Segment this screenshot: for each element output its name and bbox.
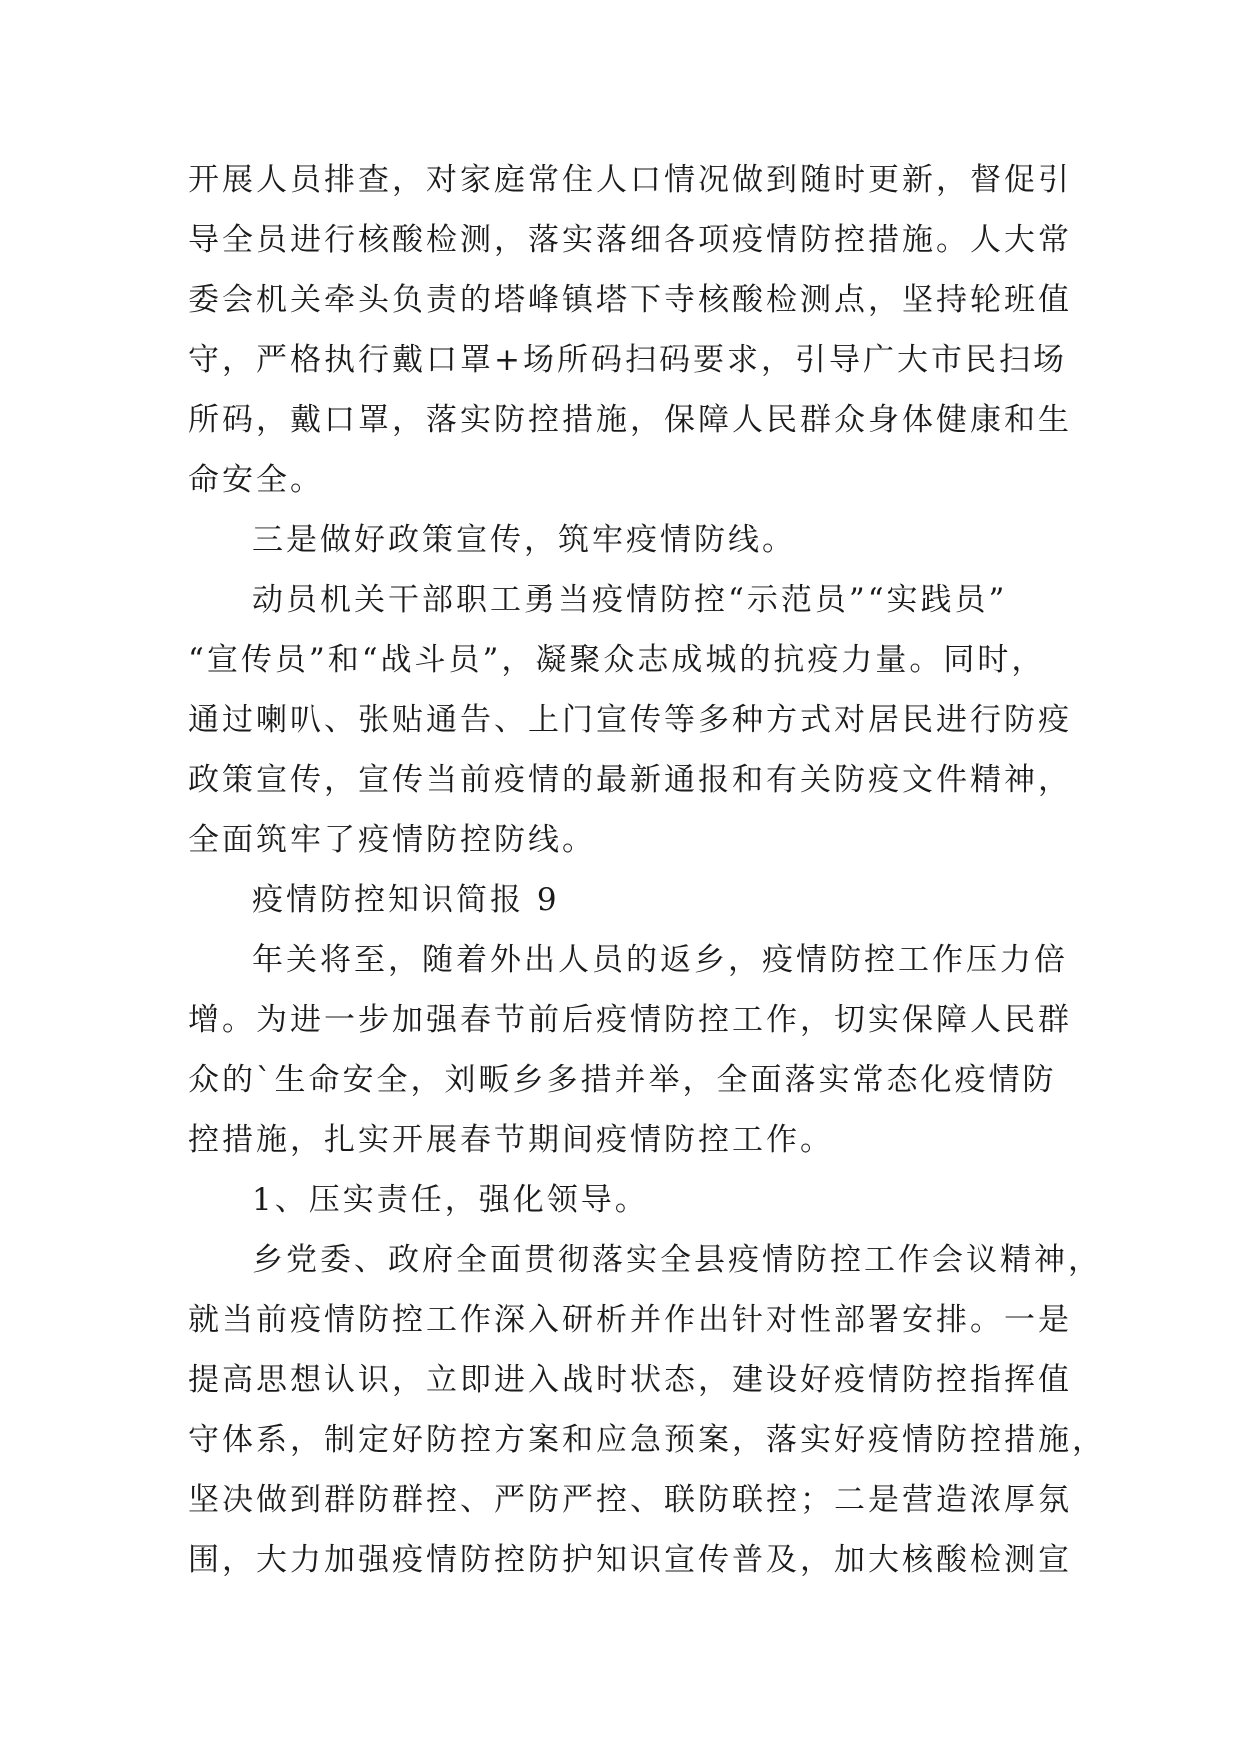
text-line: 乡党委、政府全面贯彻落实全县疫情防控工作会议精神， (252, 1242, 1102, 1278)
text-line: 围，大力加强疫情防控防护知识宣传普及，加大核酸检测宣 (188, 1542, 1072, 1578)
text-line: 命安全。 (188, 462, 324, 498)
text-line: 众的`生命安全，刘畈乡多措并举，全面落实常态化疫情防 (188, 1062, 1057, 1098)
text-line: 动员机关干部职工勇当疫情防控“示范员”“实践员” (252, 582, 1008, 618)
document-body (188, 150, 1106, 1590)
text-line: 守体系，制定好防控方案和应急预案，落实好疫情防控措施， (188, 1422, 1106, 1458)
document-title: 疫情防控知识简报 9 (252, 882, 560, 918)
section-heading: 三是做好政策宣传，筑牢疫情防线。 (252, 522, 796, 558)
text-line: 通过喇叭、张贴通告、上门宣传等多种方式对居民进行防疫 (188, 702, 1072, 738)
text-line: 就当前疫情防控工作深入研析并作出针对性部署安排。一是 (188, 1302, 1072, 1338)
text-line: “宣传员”和“战斗员”，凝聚众志成城的抗疫力量。同时， (188, 642, 1046, 678)
text-line: 坚决做到群防群控、严防严控、联防联控；二是营造浓厚氛 (188, 1482, 1072, 1518)
text-line: 守，严格执行戴口罩+场所码扫码要求，引导广大市民扫场 (188, 342, 1067, 378)
text-line: 控措施，扎实开展春节期间疫情防控工作。 (188, 1122, 834, 1158)
text-line: 导全员进行核酸检测，落实落细各项疫情防控措施。人大常 (188, 222, 1072, 258)
section-heading: 1、压实责任，强化领导。 (252, 1182, 649, 1218)
text-line: 所码，戴口罩，落实防控措施，保障人民群众身体健康和生 (188, 402, 1072, 438)
text-line: 政策宣传，宣传当前疫情的最新通报和有关防疫文件精神， (188, 762, 1072, 798)
text-line: 提高思想认识，立即进入战时状态，建设好疫情防控指挥值 (188, 1362, 1072, 1398)
text-line: 增。为进一步加强春节前后疫情防控工作，切实保障人民群 (188, 1002, 1072, 1038)
text-line: 全面筑牢了疫情防控防线。 (188, 822, 596, 858)
text-line: 开展人员排查，对家庭常住人口情况做到随时更新，督促引 (188, 162, 1072, 198)
text-line: 委会机关牵头负责的塔峰镇塔下寺核酸检测点，坚持轮班值 (188, 282, 1072, 318)
text-line: 年关将至，随着外出人员的返乡，疫情防控工作压力倍 (252, 942, 1068, 978)
